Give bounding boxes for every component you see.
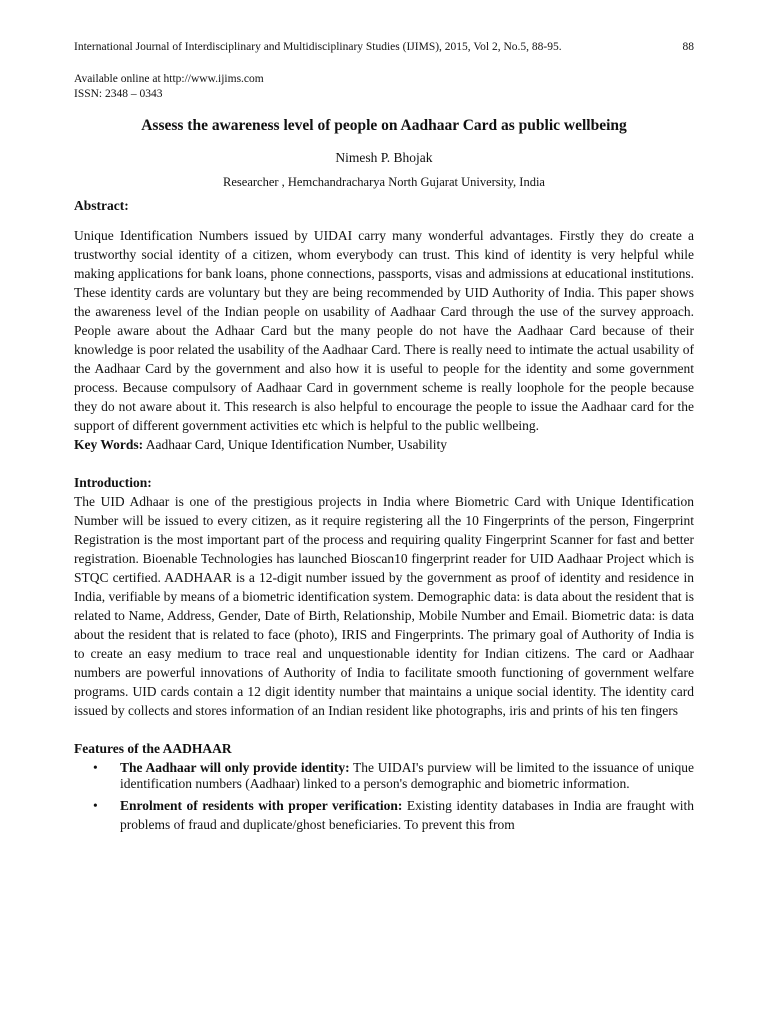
paper-title: Assess the awareness level of people on Aadhaar Card as public wellbeing bbox=[141, 117, 627, 134]
feature-title: Enrolment of residents with proper verification: bbox=[120, 798, 403, 813]
list-item bbox=[74, 796, 694, 834]
feature-title: The Aadhaar will only provide identity: bbox=[120, 760, 350, 775]
publication-meta bbox=[74, 72, 694, 102]
introduction-heading: Introduction: bbox=[74, 475, 152, 490]
list-item bbox=[74, 760, 694, 792]
abstract-heading: Abstract: bbox=[74, 198, 129, 213]
issn-line: ISSN: 2348 – 0343 bbox=[74, 88, 163, 100]
availability-line: Available online at http://www.ijims.com bbox=[74, 73, 264, 85]
bullet-icon: • bbox=[93, 798, 98, 813]
keywords-line bbox=[74, 435, 694, 454]
introduction-text: The UID Adhaar is one of the prestigious projects in India where Biometric Card with Unique Identification Number will be issued to every citizen, as it require registering all the 10 Fingerprints of the person, Fingerprint Registration is the most important part of the process and requiring quality Fingerprint Scanner for fast and better registration. Bioenable Technologies has launched Bioscan10 fingerprint reader for UID Aadhaar Project which is STQC certified. AADHAAR is a 12-digit number issued by the government as proof of identity and residence in India, verifiable by means of a biometric identification system. Demographic data: is data about the resident that is related to Name, Address, Gender, Date of Birth, Relationship, Mobile Number and Email. Biometric data: is data about the resident that is related to face (photo), IRIS and Fingerprints. The primary goal of Authority of India is to create an easy medium to trace real and unquestionable identity for Indian citizens. The card or Aadhaar numbers are powerful innovations of Authority of India to facilitate smooth functioning of government welfare programs. UID cards contain a 12 digit identity number that maintains a unique social identity. The identity card issued by collects and stores information of an Indian resident like photographs, iris and prints of his ten fingers bbox=[74, 494, 694, 718]
feature-text: The UIDAI's purview will be limited to the issuance of unique identification numbers (Aadhaar) linked to a person's demographic and biometric information. bbox=[120, 760, 694, 791]
abstract-text: Unique Identification Numbers issued by UIDAI carry many wonderful advantages. Firstly they do create a trustworthy social identity of a citizen, whom everybody can trust. This kind of identity is very helpful while making applications for bank loans, phone connections, passports, visas and admissions at educational institutions. These identity cards are voluntary but they are being recommended by UID Authority of India. This paper shows the awareness level of the Indian people on usability of Aadhaar Card through the use of the survey approach. People aware about the Adhaar Card but the many people do not have the Aadhaar Card because of their knowledge is poor related the usability of the Aadhaar Card. There is really need to intimate the actual usability of the Aadhaar Card by the government and also how it is useful to people for the identity and some government process. Because compulsory of Aadhaar Card in government scheme is really loophole for the people because they do not aware about it. This research is also helpful to encourage the people to issue the Aadhaar card for the support of different government activities etc which is helpful to the public wellbeing. bbox=[74, 228, 694, 433]
bullet-icon: • bbox=[93, 760, 98, 775]
features-list bbox=[74, 760, 694, 834]
journal-citation: International Journal of Interdisciplinary and Multidisciplinary Studies (IJIMS), 2015, Vol 2, No.5, 88-95. bbox=[74, 41, 562, 53]
author-affiliation: Researcher , Hemchandracharya North Gujarat University, India bbox=[223, 175, 545, 189]
keywords-values: Aadhaar Card, Unique Identification Number, Usability bbox=[145, 437, 448, 452]
keywords-label: Key Words: bbox=[74, 437, 144, 452]
author-name: Nimesh P. Bhojak bbox=[335, 150, 433, 165]
feature-text: Existing identity databases in India are fraught with problems of fraud and duplicate/ghost beneficiaries. To prevent this from bbox=[120, 798, 694, 832]
running-header bbox=[74, 40, 694, 54]
features-heading: Features of the AADHAAR bbox=[74, 741, 232, 756]
page-number: 88 bbox=[682, 41, 694, 53]
